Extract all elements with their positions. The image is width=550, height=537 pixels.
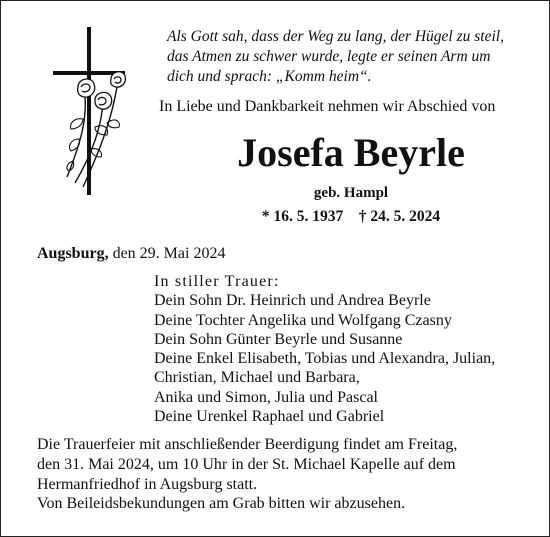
farewell-line: In Liebe und Dankbarkeit nehmen wir Abschied von [159,98,496,115]
place-city: Augsburg, [37,245,109,262]
life-dates [151,207,550,227]
cross-with-roses-icon [45,27,141,197]
mourner-line: Deine Tochter Angelika und Wolfgang Czasny [154,311,452,329]
verse-line: Als Gott sah, dass der Weg zu lang, der Hügel zu steil, [167,28,504,45]
mourner-line: Deine Enkel Elisabeth, Tobias und Alexandra, Julian, [154,350,496,368]
place-date [37,244,225,264]
mourners-list [154,272,495,426]
verse-line: dich und sprach: „Komm heim“. [167,68,372,85]
deceased-name: Josefa Beyrle [237,130,465,175]
service-info [37,435,457,514]
mourners-intro: In stiller Trauer: [154,273,280,290]
service-line: Hermanfriedhof in Augsburg statt. [37,475,258,493]
mourner-line: Deine Urenkel Raphael und Gabriel [154,408,385,426]
mourner-line: Dein Sohn Dr. Heinrich und Andrea Beyrle [154,292,431,310]
verse [167,27,533,87]
mourner-line: Christian, Michael und Barbara, [154,369,360,387]
verse-line: das Atmen zu schwer wurde, legte er seinen Arm um [167,48,491,65]
service-line: Von Beileidsbekundungen am Grab bitten wir abzusehen. [37,495,406,513]
maiden-name: geb. Hampl [313,185,389,201]
notice-date: den 29. Mai 2024 [108,245,226,262]
mourner-line: Dein Sohn Günter Beyrle und Susanne [154,330,403,348]
service-line: Die Trauerfeier mit anschließender Beerdigung findet am Freitag, [37,436,458,453]
birth-date: * 16. 5. 1937 [261,208,344,225]
mourner-line: Anika und Simon, Julia und Pascal [154,388,378,406]
death-date: † 24. 5. 2024 [358,208,441,225]
service-line: den 31. Mai 2024, um 10 Uhr in der St. Michael Kapelle auf dem [37,455,456,473]
